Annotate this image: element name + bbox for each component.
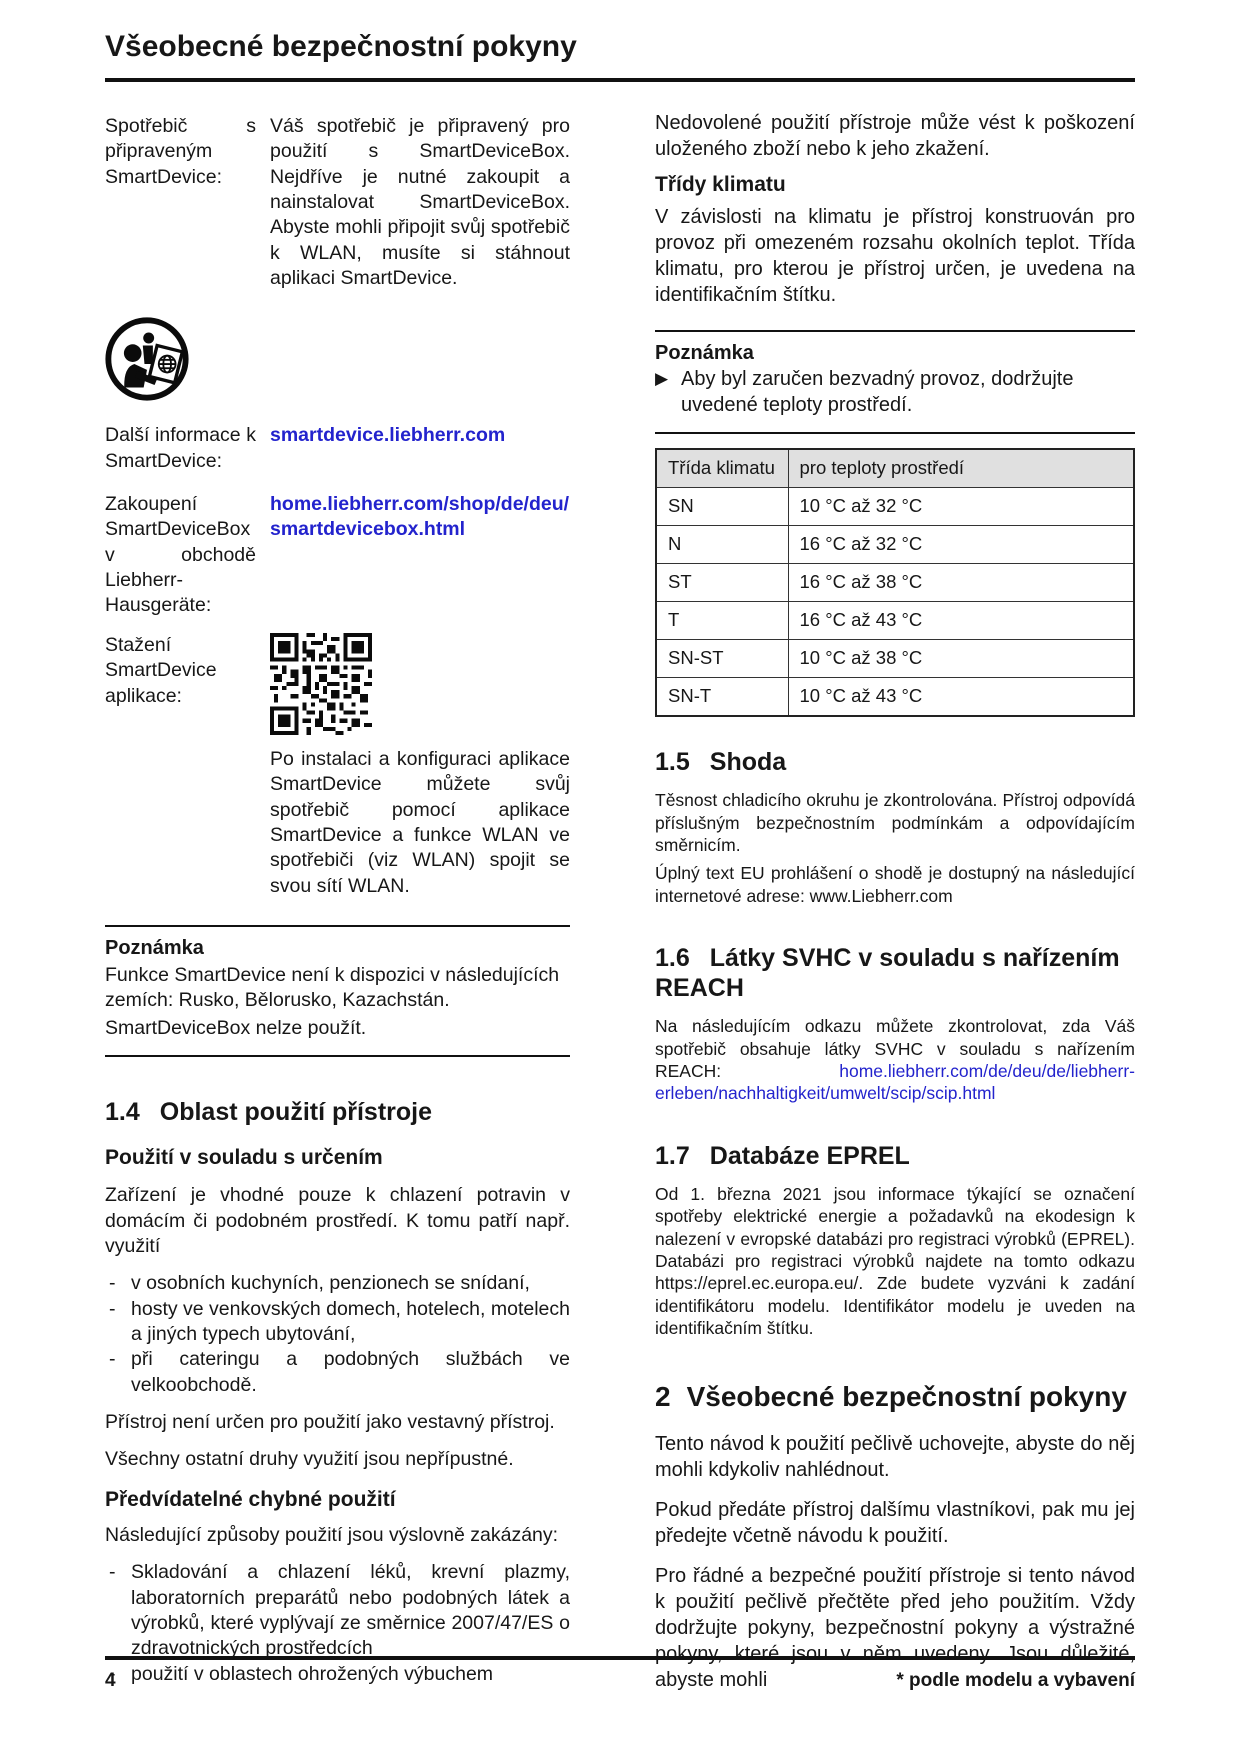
section-title: Oblast použití přístroje — [159, 1097, 433, 1126]
safety-paragraph: Pokud předáte přístroj dalšímu vlastníkovi, pak mu jej předejte včetně návodu k použití. — [655, 1499, 1135, 1548]
smartdevicebox-shop-label: Zakoupení SmartDeviceBox v obchodě Liebherr-Hausgeräte: — [105, 493, 256, 617]
table-row — [656, 526, 1134, 564]
table-row — [656, 640, 1134, 678]
smartdevice-app-row — [105, 633, 570, 735]
after-qr-text: Po instalaci a konfiguraci aplikace SmartDevice můžete svůj spotřebič pomocí aplikace SmartDevice a funkce WLAN ve spotřebiči (viz WLAN) spojit se svou sítí WLAN. — [270, 747, 570, 897]
right-column — [655, 104, 1135, 1693]
misuse-paragraph: Následující způsoby použití jsou výslovně zakázány: — [105, 1523, 559, 1546]
temperature-range: 10 °C až 38 °C — [788, 640, 1134, 678]
climate-classes-subheading: Třídy klimatu — [655, 173, 786, 196]
list-item: - hosty ve venkovských domech, hotelech, motelech a jiných typech ubytování, — [105, 1297, 570, 1348]
smartdevice-app-label: Stažení SmartDevice aplikace: — [105, 633, 217, 707]
climate-class: N — [656, 526, 788, 564]
eprel-paragraph: Od 1. března 2021 jsou informace týkající se označení spotřeby elektrické energie a požadavků na ekodesign k nalezení v evropské databázi pro registraci výrobků (EPREL). Databázi pro registraci výrobků najdete na tomto odkazu https://eprel.ec.europa.eu/. Zde budete vyzváni k zadání identifikátoru modelu. Identifikátor modelu je uveden na identifikačním štítku. — [655, 1183, 1135, 1339]
smartdevice-site-link[interactable]: smartdevice.liebherr.com — [270, 424, 506, 447]
table-row — [656, 564, 1134, 602]
smartdevice-ready-label: Spotřebič s připraveným SmartDevice: — [105, 115, 256, 188]
arrow-right-icon: ▶ — [655, 369, 669, 389]
table-row — [656, 602, 1134, 640]
climate-class-table — [655, 448, 1135, 717]
page-footer — [105, 1656, 1135, 1692]
table-row — [656, 488, 1134, 526]
consult-manual-info-icon — [105, 317, 189, 401]
smartdevice-info-label: Další informace k SmartDevice: — [105, 424, 256, 472]
list-item: - při cateringu a podobných službách ve velkoobchodě. — [105, 1347, 570, 1398]
note-title: Poznámka — [105, 936, 204, 959]
temperature-range: 16 °C až 32 °C — [788, 526, 1134, 564]
climate-class: SN-ST — [656, 640, 788, 678]
smartdevice-info-row — [105, 423, 570, 474]
manual-info-icon-wrap — [105, 317, 570, 401]
intended-use-subheading: Použití v souladu s určením — [105, 1145, 383, 1169]
page-number: 4 — [105, 1670, 116, 1691]
column-header: Třída klimatu — [656, 449, 788, 488]
climate-classes-paragraph: V závislosti na klimatu je přístroj konstruován pro provoz při omezeném rozsahu okolních teplot. Třída klimatu, pro kterou je přístroj určen, je uvedena na identifikačním štítku. — [655, 206, 1135, 307]
section-number: 1.6 — [655, 944, 690, 973]
section-number: 1.5 — [655, 748, 690, 777]
smartdevice-ready-text: Váš spotřebič je připravený pro použití s SmartDeviceBox. Nejdříve je nutné zakoupit a nainstalovat SmartDeviceBox. Abyste mohli připojit svůj spotřebič k WLAN, musíte si stáhnout aplikaci SmartDevice. — [270, 115, 570, 290]
climate-class: SN — [656, 488, 788, 526]
note-instruction — [655, 366, 1135, 418]
temperature-range: 16 °C až 38 °C — [788, 564, 1134, 602]
section-title: Látky SVHC v souladu s nařízením REACH — [655, 944, 1120, 1003]
after-qr-row — [105, 747, 570, 899]
misuse-damage-paragraph: Nedovolené použití přístroje může vést k poškození uloženého zboží nebo k jeho zkažení. — [655, 112, 1135, 160]
list-item: - použití v oblastech ohrožených výbuchem — [105, 1662, 570, 1687]
smartdevice-app-qr-code — [270, 633, 372, 735]
left-column — [105, 104, 570, 1693]
table-row — [656, 678, 1134, 717]
scip-link[interactable]: home.liebherr.com/de/deu/de/liebherr-erleben/nachhaltigkeit/umwelt/scip/scip.html — [655, 1060, 1135, 1104]
section-number: 2 — [655, 1380, 671, 1412]
section-number: 1.7 — [655, 1141, 690, 1170]
section-title: Shoda — [709, 748, 787, 777]
intended-use-paragraph: Zařízení je vhodné pouze k chlazení potravin v domácím či podobném prostředí. K tomu patří např. využití — [105, 1184, 570, 1257]
temperature-range: 16 °C až 43 °C — [788, 602, 1134, 640]
note-title: Poznámka — [655, 342, 754, 365]
list-item: - v osobních kuchyních, penzionech se snídaní, — [105, 1271, 570, 1296]
smartdevice-ready-row — [105, 114, 570, 291]
safety-paragraph: Tento návod k použití pečlivě uchovejte, abyste do něj mohli kdykoliv nahlédnout. — [655, 1433, 1135, 1482]
temperature-range: 10 °C až 43 °C — [788, 678, 1134, 717]
section-1-6-heading — [655, 943, 1135, 1003]
section-number: 1.4 — [105, 1097, 140, 1126]
svhc-paragraph — [655, 1015, 1135, 1105]
conformity-paragraph: Těsnost chladicího okruhu je zkontrolována. Přístroj odpovídá příslušným bezpečnostním podmínkám a odpovídajícím směrnicím. — [655, 790, 1135, 856]
eu-declaration-paragraph: Úplný text EU prohlášení o shodě je dostupný na následující internetové adrese: www.Liebherr.com — [655, 863, 1135, 906]
temperature-range: 10 °C až 32 °C — [788, 488, 1134, 526]
section-1-5-heading — [655, 747, 1135, 777]
note-line: SmartDeviceBox nelze použít. — [105, 1016, 367, 1039]
climate-class: ST — [656, 564, 788, 602]
climate-class: T — [656, 602, 788, 640]
safety-paragraph: Pro řádné a bezpečné použití přístroje si tento návod k použití pečlivě přečtěte před jeho použitím. Vždy dodržujte pokyny, bezpečnostní pokyny a výstražné pokyny, které jsou v něm uvedeny. Jsou důležité, abyste mohli — [655, 1565, 1135, 1692]
page-title: Všeobecné bezpečnostní pokyny — [105, 30, 1135, 82]
misuse-subheading: Předvídatelné chybné použití — [105, 1487, 396, 1511]
smartdevicebox-shop-link[interactable]: home.liebherr.com/shop/de/deu/smartdevicebox.html — [270, 493, 570, 541]
footer-note: * podle modelu a vybavení — [896, 1670, 1135, 1691]
section-2-heading — [655, 1380, 1135, 1414]
section-title: Všeobecné bezpečnostní pokyny — [686, 1380, 1127, 1412]
table-header-row — [656, 449, 1134, 488]
not-built-in-paragraph: Přístroj není určen pro použití jako vestavný přístroj. — [105, 1410, 555, 1433]
climate-note — [655, 330, 1135, 434]
svhc-text: Na následujícím odkazu můžete zkontrolovat, zda Váš spotřebič obsahuje látky SVHC v souladu s nařízením REACH: — [655, 1016, 1135, 1081]
column-header: pro teploty prostředí — [788, 449, 1134, 488]
note-text: Aby byl zaručen bezvadný provoz, dodržujte uvedené teploty prostředí. — [681, 368, 1074, 417]
smartdevice-note — [105, 925, 570, 1057]
note-line: Funkce SmartDevice není k dispozici v následujících zemích: Rusko, Bělorusko, Kazachstán. — [105, 963, 560, 1012]
intended-use-list — [105, 1271, 570, 1398]
climate-class: SN-T — [656, 678, 788, 717]
section-1-7-heading — [655, 1141, 1135, 1171]
section-1-4-heading — [105, 1097, 570, 1127]
section-title: Databáze EPREL — [709, 1141, 910, 1170]
list-item: - Skladování a chlazení léků, krevní plazmy, laboratorních preparátů nebo podobných látek a výrobků, které vyplývají ze směrnice 2007/47/ES o zdravotnických prostředcích — [105, 1560, 570, 1661]
other-use-paragraph: Všechny ostatní druhy využití jsou nepřípustné. — [105, 1448, 514, 1471]
smartdevicebox-shop-row — [105, 492, 570, 619]
